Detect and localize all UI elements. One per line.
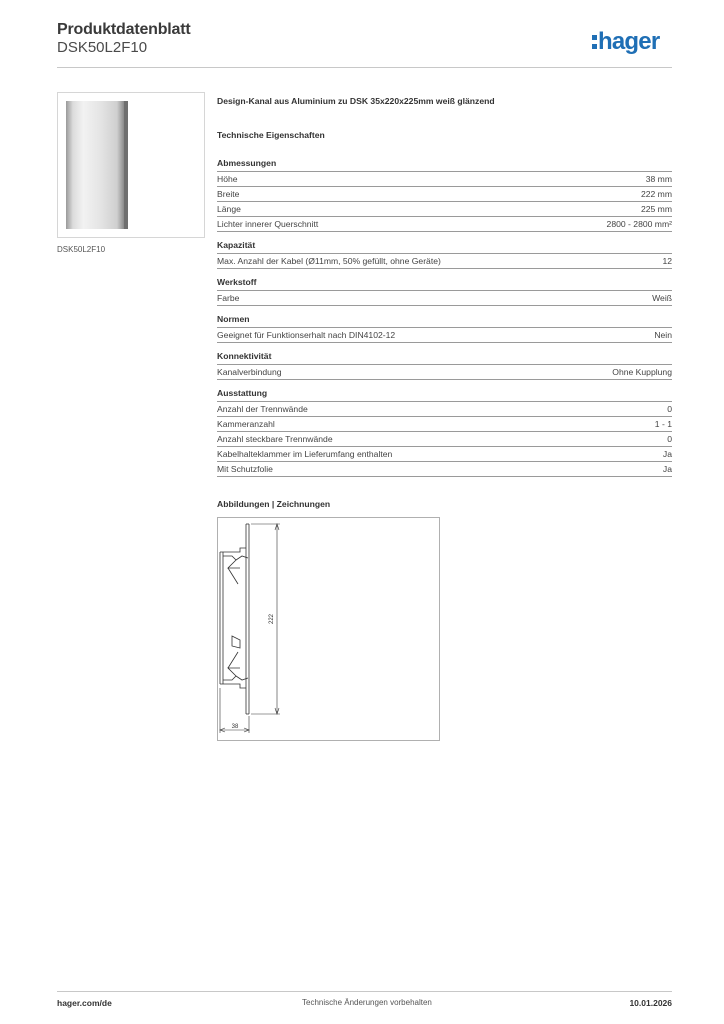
property-row bbox=[217, 172, 672, 187]
property-section bbox=[217, 350, 672, 380]
property-value: Ja bbox=[662, 449, 672, 459]
property-row bbox=[217, 432, 672, 447]
property-label: Anzahl der Trennwände bbox=[217, 404, 308, 414]
property-label: Mit Schutzfolie bbox=[217, 464, 273, 474]
profile-bottom-lip bbox=[220, 684, 246, 688]
property-label: Länge bbox=[217, 204, 241, 214]
property-value: 0 bbox=[667, 434, 672, 444]
photo-caption: DSK50L2F10 bbox=[57, 245, 106, 254]
property-label: Kanalverbindung bbox=[217, 367, 282, 377]
duct-cross-section-drawing bbox=[218, 518, 439, 740]
technical-drawing bbox=[217, 517, 440, 741]
property-row bbox=[217, 402, 672, 417]
section-title: Werkstoff bbox=[217, 276, 672, 291]
property-label: Kabelhalteklammer im Lieferumfang enthalten bbox=[217, 449, 393, 459]
header-divider bbox=[57, 67, 672, 68]
property-row bbox=[217, 202, 672, 217]
property-value: Nein bbox=[654, 330, 672, 340]
hager-logo bbox=[592, 28, 659, 56]
section-title: Ausstattung bbox=[217, 387, 672, 402]
property-row bbox=[217, 254, 672, 269]
property-row bbox=[217, 365, 672, 380]
property-sections bbox=[217, 157, 672, 477]
footer-date: 10.01.2026 bbox=[629, 998, 672, 1008]
duct-edge bbox=[124, 101, 128, 229]
property-label: Anzahl steckbare Trennwände bbox=[217, 434, 333, 444]
property-label: Farbe bbox=[217, 293, 240, 303]
property-row bbox=[217, 462, 672, 477]
article-number: DSK50L2F10 bbox=[57, 39, 148, 56]
property-value: 2800 - 2800 mm² bbox=[606, 219, 672, 229]
width-dimension-label: 38 bbox=[231, 724, 239, 730]
property-value: Ja bbox=[662, 464, 672, 474]
property-section bbox=[217, 276, 672, 306]
profile-top-lip bbox=[220, 548, 246, 552]
logo-dots-icon bbox=[592, 33, 597, 50]
duct-panel bbox=[66, 101, 124, 229]
property-label: Lichter innerer Querschnitt bbox=[217, 219, 319, 229]
property-label: Geeignet für Funktionserhalt nach DIN4102-12 bbox=[217, 330, 396, 340]
property-value: 0 bbox=[667, 404, 672, 414]
property-value: Ohne Kupplung bbox=[612, 367, 672, 377]
footer-website[interactable]: hager.com/de bbox=[57, 998, 112, 1008]
property-label: Kammeranzahl bbox=[217, 419, 275, 429]
property-label: Breite bbox=[217, 189, 240, 199]
property-value: 12 bbox=[662, 256, 672, 266]
section-title: Abmessungen bbox=[217, 157, 672, 172]
section-title: Normen bbox=[217, 313, 672, 328]
property-section bbox=[217, 387, 672, 477]
product-description: Design-Kanal aus Aluminium zu DSK 35x220x225mm weiß glänzend bbox=[217, 96, 495, 106]
property-section bbox=[217, 239, 672, 269]
property-value: 225 mm bbox=[640, 204, 672, 214]
property-row bbox=[217, 217, 672, 232]
footer-notice: Technische Änderungen vorbehalten bbox=[302, 998, 432, 1007]
property-value: Weiß bbox=[652, 293, 672, 303]
property-value: 1 - 1 bbox=[654, 419, 672, 429]
property-section bbox=[217, 157, 672, 232]
property-row bbox=[217, 291, 672, 306]
logo-text: hager bbox=[598, 28, 660, 55]
figures-heading: Abbildungen | Zeichnungen bbox=[217, 499, 331, 509]
cable-duct-photo bbox=[57, 92, 205, 238]
properties-heading: Technische Eigenschaften bbox=[217, 130, 325, 140]
property-value: 222 mm bbox=[640, 189, 672, 199]
footer-divider bbox=[57, 991, 672, 992]
section-title: Konnektivität bbox=[217, 350, 672, 365]
property-value: 38 mm bbox=[645, 174, 672, 184]
property-section bbox=[217, 313, 672, 343]
height-dimension-label: 222 bbox=[269, 613, 275, 625]
product-details bbox=[217, 96, 672, 513]
property-label: Max. Anzahl der Kabel (Ø11mm, 50% gefüllt, ohne Geräte) bbox=[217, 256, 441, 266]
property-row bbox=[217, 187, 672, 202]
property-label: Höhe bbox=[217, 174, 238, 184]
property-row bbox=[217, 447, 672, 462]
property-row bbox=[217, 417, 672, 432]
section-title: Kapazität bbox=[217, 239, 672, 254]
property-row bbox=[217, 328, 672, 343]
document-title: Produktdatenblatt bbox=[57, 21, 191, 38]
